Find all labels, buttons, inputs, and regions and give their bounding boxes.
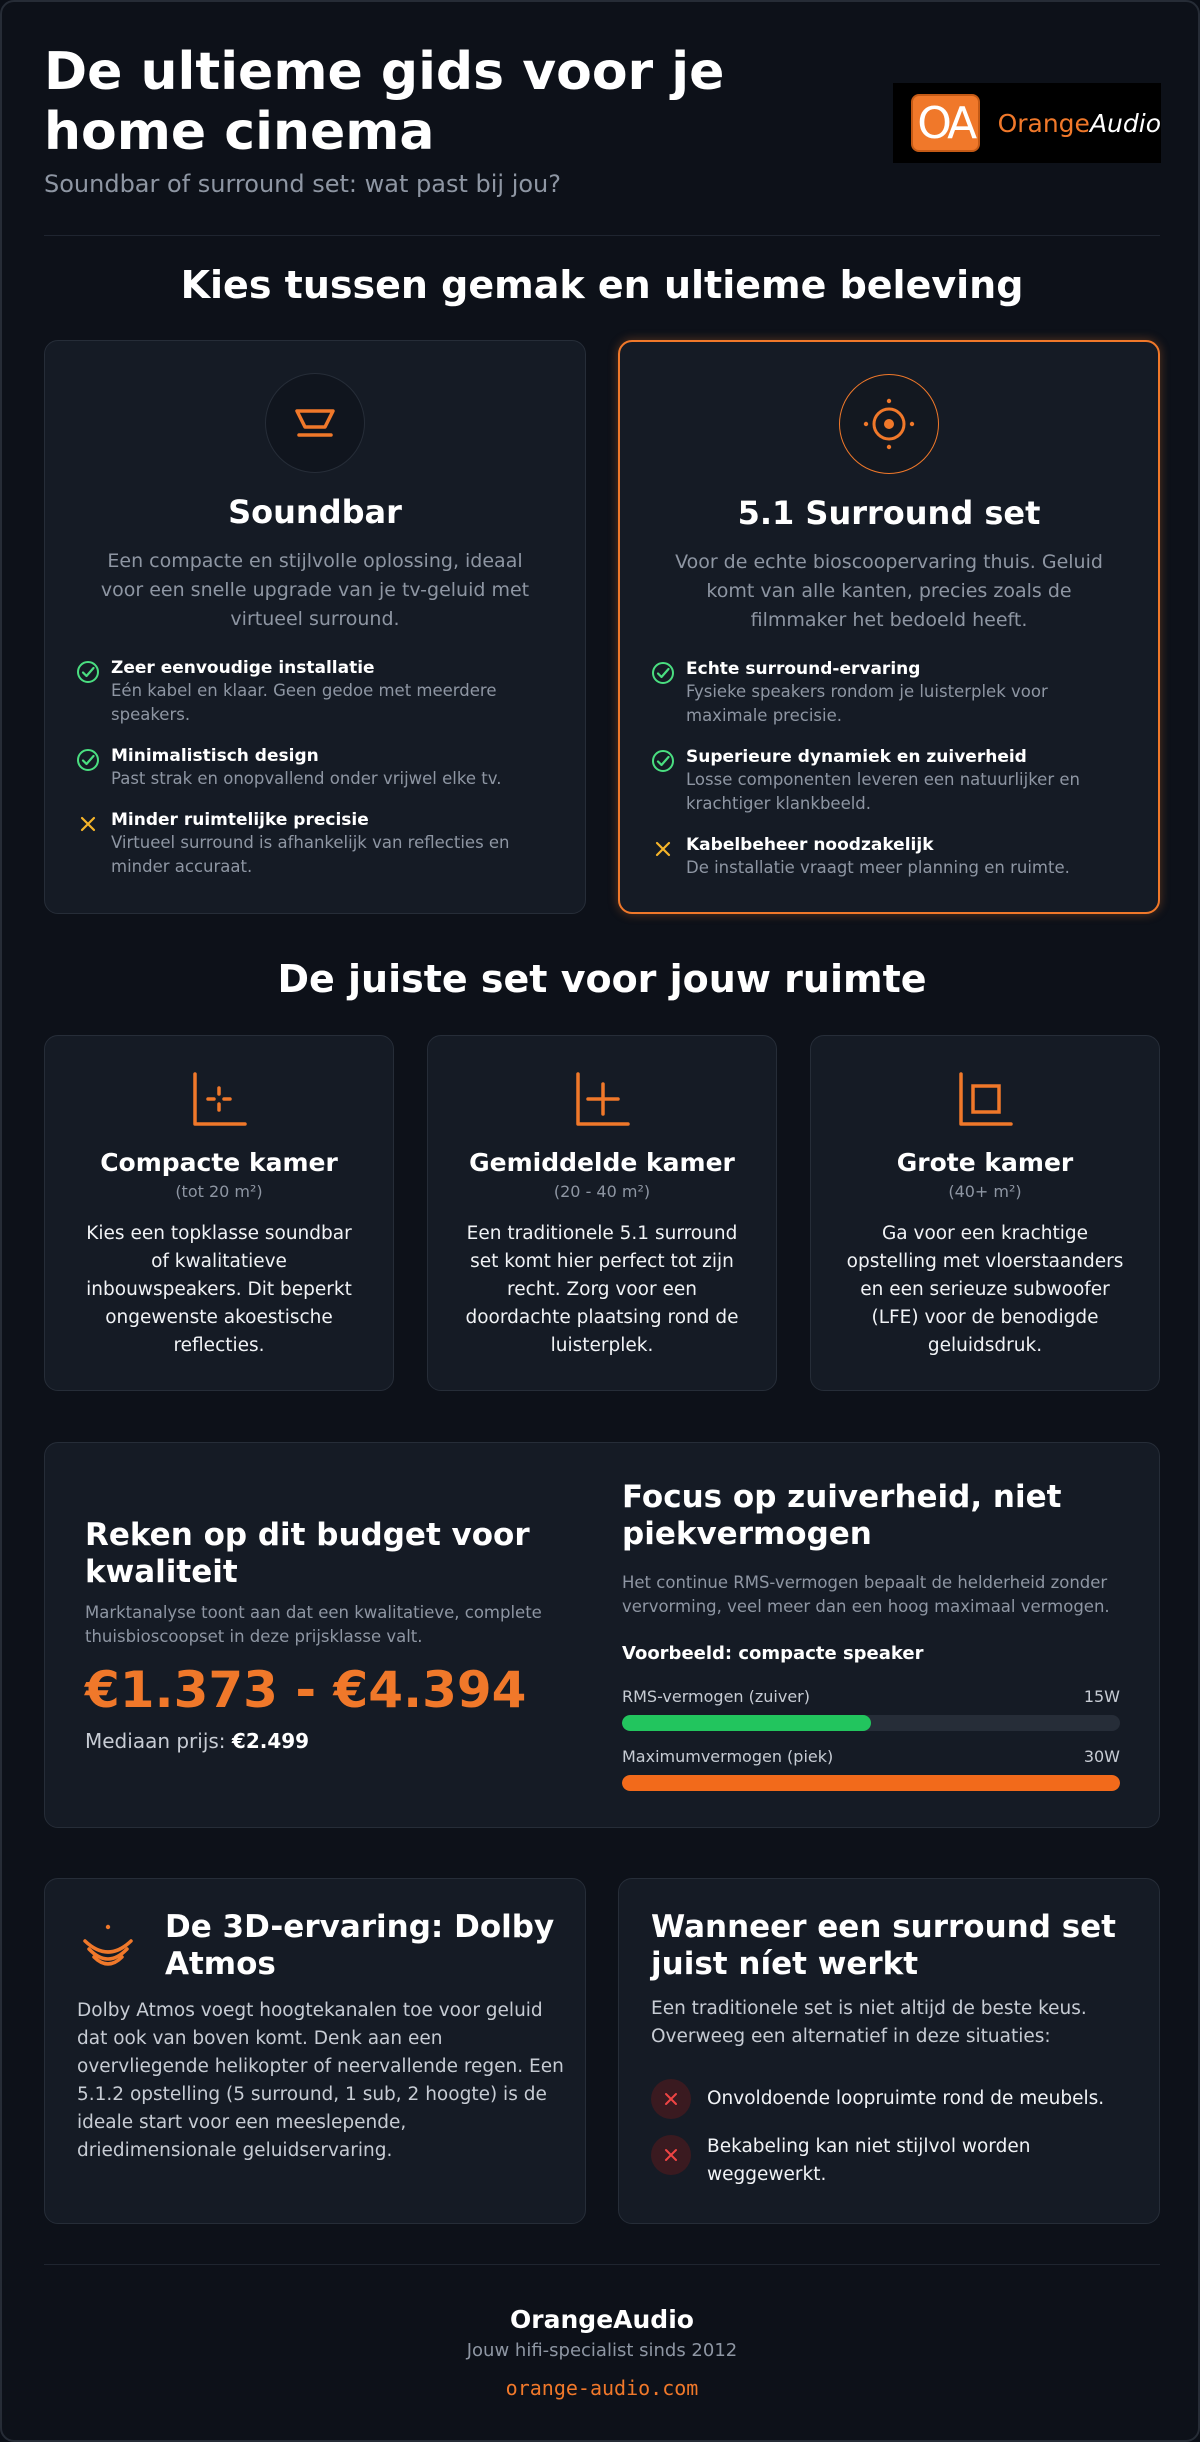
feature-item: [75, 809, 555, 879]
feature-title: Superieure dynamiek en zuiverheid: [686, 747, 1027, 767]
cross-circle-icon: [651, 2135, 691, 2175]
feature-text: De installatie vraagt meer planning en ruimte.: [686, 858, 1070, 877]
feature-text: Virtueel surround is afhankelijk van reflecties en minder accuraat.: [111, 833, 510, 876]
feature-item: [650, 834, 1128, 880]
feature-item: [75, 745, 555, 791]
surround-title: 5.1 Surround set: [737, 494, 1041, 532]
not-suitable-item-text: Onvoldoende loopruimte rond de meubels.: [707, 2088, 1105, 2109]
page-subtitle: Soundbar of surround set: wat past bij jou?: [44, 170, 561, 198]
cross-icon: [75, 811, 101, 837]
surround-icon-circle: [839, 374, 939, 474]
feature-text: Fysieke speakers rondom je luisterplek voor maximale precisie.: [686, 682, 1048, 725]
soundbar-card: [44, 340, 586, 914]
page-title: De ultieme gids voor je home cinema: [44, 42, 725, 162]
feature-item: [650, 658, 1128, 728]
room-card-large: [810, 1035, 1160, 1391]
feature-text: Losse componenten leveren een natuurlijker en krachtiger klankbeeld.: [686, 770, 1080, 813]
rms-bar-row: [622, 1687, 1120, 1706]
room-card-small: [44, 1035, 394, 1391]
large-room-icon: [957, 1072, 1013, 1128]
dolby-atmos-icon: [77, 1919, 139, 1973]
room-description: Een traditionele 5.1 surround set komt hier perfect tot zijn recht. Zorg voor een doordachte plaatsing rond de luisterplek.: [465, 1223, 739, 1356]
cross-icon: [650, 836, 676, 862]
not-suitable-item: [651, 2079, 1135, 2113]
feature-item: [650, 746, 1128, 816]
budget-range: €1.373 - €4.394: [85, 1661, 527, 1719]
feature-title: Kabelbeheer noodzakelijk: [686, 835, 934, 855]
orangeaudio-logo: [893, 83, 1161, 163]
room-title: Gemiddelde kamer: [469, 1148, 735, 1177]
power-description: Het continue RMS-vermogen bepaalt de helderheid zonder vervorming, veel meer dan een hoog maximaal vermogen.: [622, 1573, 1110, 1616]
feature-item: [75, 657, 555, 727]
feature-text: Eén kabel en klaar. Geen gedoe met meerdere speakers.: [111, 681, 497, 724]
bar-value: 30W: [1083, 1747, 1120, 1766]
not-suitable-card: [618, 1878, 1160, 2224]
bar-track: [622, 1775, 1120, 1791]
bar-label: Maximumvermogen (piek): [622, 1747, 834, 1766]
peak-bar-row: [622, 1747, 1120, 1766]
room-title: Compacte kamer: [100, 1148, 338, 1177]
rms-bar-fill: [622, 1715, 871, 1731]
header: [44, 42, 1160, 236]
room-size: (40+ m²): [948, 1182, 1022, 1201]
room-size: (20 - 40 m²): [553, 1182, 651, 1201]
logo-wordmark: OrangeAudio: [997, 108, 1161, 138]
room-description: Ga voor een krachtige opstelling met vloerstaanders en een serieuze subwoofer (LFE) voor de benodigde geluidsdruk.: [846, 1223, 1124, 1356]
feature-title: Minder ruimtelijke precisie: [111, 810, 369, 830]
feature-title: Minimalistisch design: [111, 746, 319, 766]
logo-mark: OA: [911, 94, 980, 152]
feature-title: Zeer eenvoudige installatie: [111, 658, 375, 678]
cross-circle-icon: [651, 2079, 691, 2119]
rooms-title: De juiste set voor jouw ruimte: [277, 957, 927, 1001]
bar-label: RMS-vermogen (zuiver): [622, 1687, 810, 1706]
not-suitable-intro: Een traditionele set is niet altijd de beste keus. Overweeg een alternatief in deze situaties:: [651, 1998, 1087, 2047]
budget-description: Marktanalyse toont aan dat een kwalitatieve, complete thuisbioscoopset in deze prijsklasse valt.: [85, 1603, 542, 1646]
room-card-medium: [427, 1035, 777, 1391]
bar-value: 15W: [1083, 1687, 1120, 1706]
power-title: Focus op zuiverheid, niet piekvermogen: [622, 1479, 1062, 1552]
soundbar-description: Een compacte en stijlvolle oplossing, ideaal voor een snelle upgrade van je tv-geluid met virtueel surround.: [100, 550, 530, 630]
budget-power-card: [44, 1442, 1160, 1828]
soundbar-title: Soundbar: [228, 493, 402, 531]
check-icon: [75, 747, 101, 773]
footer-website-link[interactable]: orange-audio.com: [505, 2376, 699, 2400]
not-suitable-title: Wanneer een surround set juist níet werkt: [651, 1909, 1116, 1982]
footer-divider: [44, 2264, 1160, 2265]
dolby-title: De 3D-ervaring: Dolby Atmos: [165, 1909, 555, 1982]
footer-brand: OrangeAudio: [510, 2305, 694, 2334]
not-suitable-item: [651, 2135, 1135, 2189]
feature-text: Past strak en onopvallend onder vrijwel elke tv.: [111, 769, 502, 788]
check-icon: [650, 660, 676, 686]
median-price: Mediaan prijs: €2.499: [85, 1729, 310, 1753]
dolby-card: [44, 1878, 586, 2224]
surround-description: Voor de echte bioscoopervaring thuis. Geluid komt van alle kanten, precies zoals de filmmaker het bedoeld heeft.: [675, 551, 1103, 631]
not-suitable-item-text: Bekabeling kan niet stijlvol worden weggewerkt.: [707, 2136, 1031, 2185]
soundbar-icon: [292, 406, 338, 440]
room-title: Grote kamer: [896, 1148, 1074, 1177]
surround-card: [618, 340, 1160, 914]
dolby-text: Dolby Atmos voegt hoogtekanalen toe voor geluid dat ook van boven komt. Denk aan een overvliegende helikopter of neervallende regen. Een 5.1.2 opstelling (5 surround, 1 sub, 2 hoogte) is de ideale start voor een meeslepende, driedimensionale geluidservaring.: [77, 2000, 564, 2161]
room-description: Kies een topklasse soundbar of kwalitatieve inbouwspeakers. Dit beperkt ongewenste akoestische reflecties.: [86, 1223, 352, 1356]
bar-track: [622, 1715, 1120, 1731]
check-icon: [75, 659, 101, 685]
check-icon: [650, 748, 676, 774]
comparison-title: Kies tussen gemak en ultieme beleving: [180, 263, 1024, 307]
peak-bar-fill: [622, 1775, 1120, 1791]
footer-tagline: Jouw hifi-specialist sinds 2012: [466, 2340, 738, 2361]
room-size: (tot 20 m²): [175, 1182, 263, 1201]
power-example-label: Voorbeeld: compacte speaker: [622, 1643, 924, 1664]
budget-title: Reken op dit budget voor kwaliteit: [85, 1517, 530, 1590]
medium-room-icon: [574, 1072, 630, 1128]
soundbar-icon-circle: [265, 373, 365, 473]
surround-icon: [863, 398, 915, 450]
small-room-icon: [191, 1072, 247, 1128]
feature-title: Echte surround-ervaring: [686, 659, 921, 679]
